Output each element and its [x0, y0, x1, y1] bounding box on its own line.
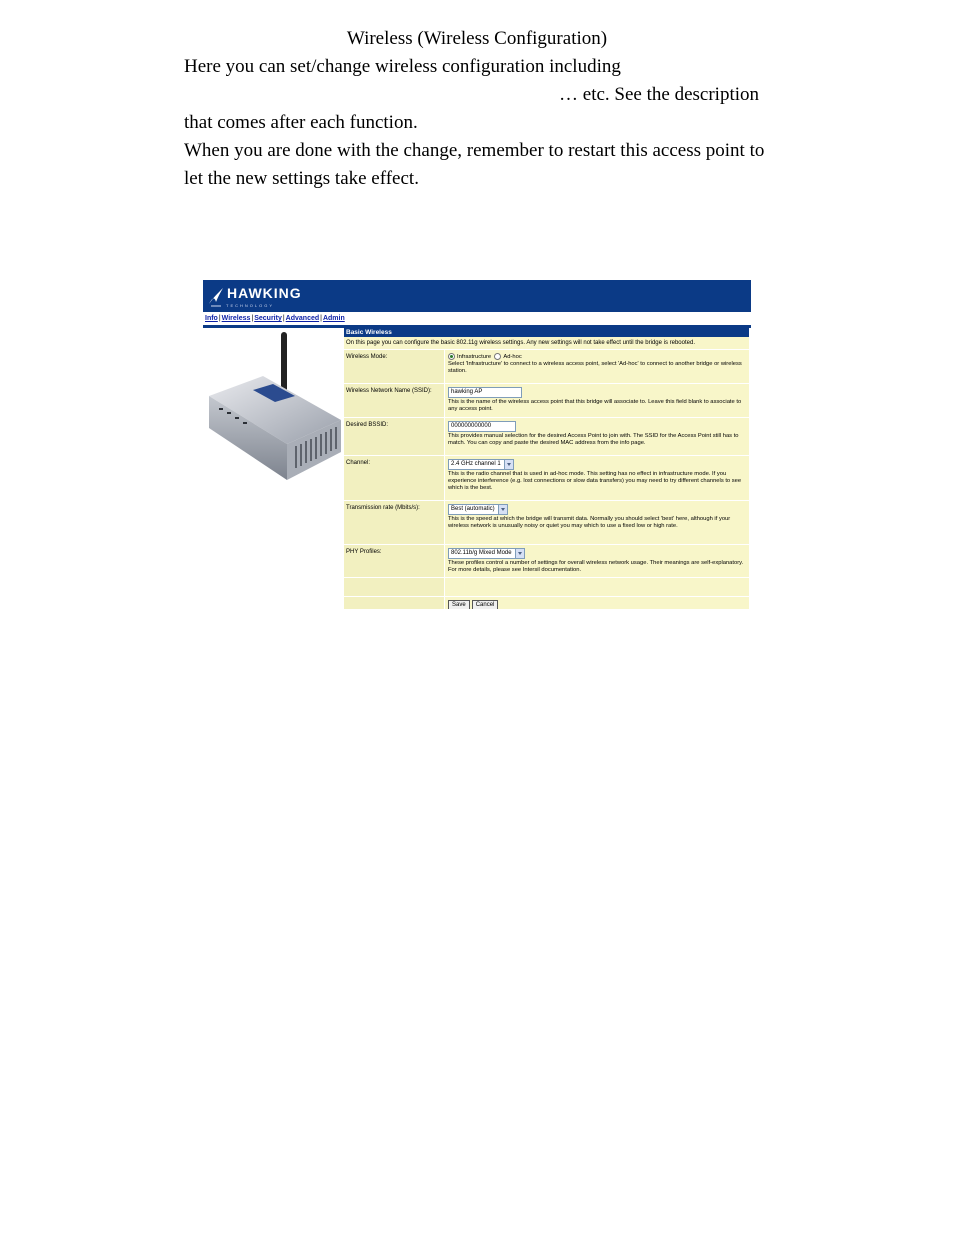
brand-logo [207, 283, 302, 309]
chevron-down-icon [504, 460, 513, 469]
desc-phy-profiles: These profiles control a number of settings for overall wireless network usage. Their meanings are self-explanatory. For more details, please see Intersil documentation. [448, 560, 744, 574]
paragraph-2: When you are done with the change, remember to restart this access point to let the new settings take effect. [184, 140, 765, 189]
content-area [203, 328, 751, 609]
row-channel [344, 456, 749, 501]
router-product-image [203, 328, 344, 609]
label-bssid: Desired BSSID: [344, 418, 444, 455]
label-channel: Channel: [344, 456, 444, 500]
nav-advanced[interactable]: Advanced [285, 315, 320, 322]
paragraph-1-continued: … etc. See the description [559, 84, 759, 105]
radio-adhoc[interactable] [494, 353, 501, 360]
chevron-down-icon [498, 505, 507, 514]
nav-admin[interactable]: Admin [322, 315, 345, 322]
rate-select[interactable] [448, 504, 508, 515]
label-ssid: Wireless Network Name (SSID): [344, 384, 444, 417]
row-wireless-mode [344, 350, 749, 384]
desc-bssid: This provides manual selection for the desired Access Point to join with. The SSID for the Access Point still has to match. You can copy and paste the desired MAC address from the info page. [448, 433, 739, 447]
channel-select-value: 2.4 GHz channel 1 [451, 461, 501, 467]
router-config-screenshot [203, 280, 751, 609]
brand-header [203, 280, 751, 312]
desc-channel: This is the radio channel that is used in ad-hoc mode. This setting has no effect in infrastructure mode. If you experience interference (e.g. lost connections or slow data transfers) you may need to try different channels to see which is the best. [448, 471, 742, 492]
row-ssid [344, 384, 749, 418]
radio-infrastructure[interactable] [448, 353, 455, 360]
ssid-input[interactable]: hawking AP [448, 387, 522, 398]
row-spacer [344, 578, 749, 597]
row-transmission-rate [344, 501, 749, 545]
save-button[interactable]: Save [448, 600, 470, 609]
paragraph-1: Here you can set/change wireless configuration including [184, 56, 621, 77]
row-actions [344, 597, 749, 609]
brand-name: HAWKING [227, 284, 302, 301]
row-phy-profiles [344, 545, 749, 578]
desc-transmission-rate: This is the speed at which the bridge will transmit data. Normally you should select 'best' here, although if your wireless network is unusually noisy or quiet you may which to use a fixed low or high rate. [448, 516, 731, 530]
section-intro: On this page you can configure the basic 802.11g wireless settings. Any new settings will not take effect until the bridge is rebooted. [344, 337, 749, 350]
cancel-button[interactable]: Cancel [472, 600, 499, 609]
top-nav: Info|Wireless|Security|Advanced|Admin [203, 312, 751, 326]
label-transmission-rate: Transmission rate (Mbits/s): [344, 501, 444, 544]
chevron-down-icon [515, 549, 524, 558]
hawk-logo-icon [207, 284, 225, 308]
desc-ssid: This is the name of the wireless access point that this bridge will associate to. Leave this field blank to associate to any access point. [448, 399, 742, 413]
row-bssid [344, 418, 749, 456]
label-phy-profiles: PHY Profiles: [344, 545, 444, 577]
channel-select[interactable] [448, 459, 514, 470]
radio-infrastructure-label: Infrastructure [457, 354, 492, 361]
desc-wireless-mode: Select 'Infrastructure' to connect to a wireless access point, select 'Ad-hoc' to connect to another bridge or wireless station. [448, 361, 742, 375]
phy-profile-select[interactable] [448, 548, 525, 559]
nav-wireless[interactable]: Wireless [221, 315, 251, 322]
basic-wireless-form [344, 328, 749, 609]
rate-select-value: Best (automatic) [451, 506, 495, 512]
section-title: Basic Wireless [344, 328, 749, 337]
router-icon [203, 328, 344, 609]
document-heading: Wireless (Wireless Configuration) [346, 28, 608, 49]
nav-info[interactable]: Info [205, 315, 218, 322]
paragraph-1-end: that comes after each function. [184, 112, 418, 133]
brand-subtitle: TECHNOLOGY [226, 302, 275, 308]
label-wireless-mode: Wireless Mode: [344, 350, 444, 383]
radio-adhoc-label: Ad-hoc [503, 354, 522, 361]
phy-profile-select-value: 802.11b/g Mixed Mode [451, 550, 512, 556]
bssid-input[interactable]: 000000000000 [448, 421, 516, 432]
nav-security[interactable]: Security [254, 315, 282, 322]
